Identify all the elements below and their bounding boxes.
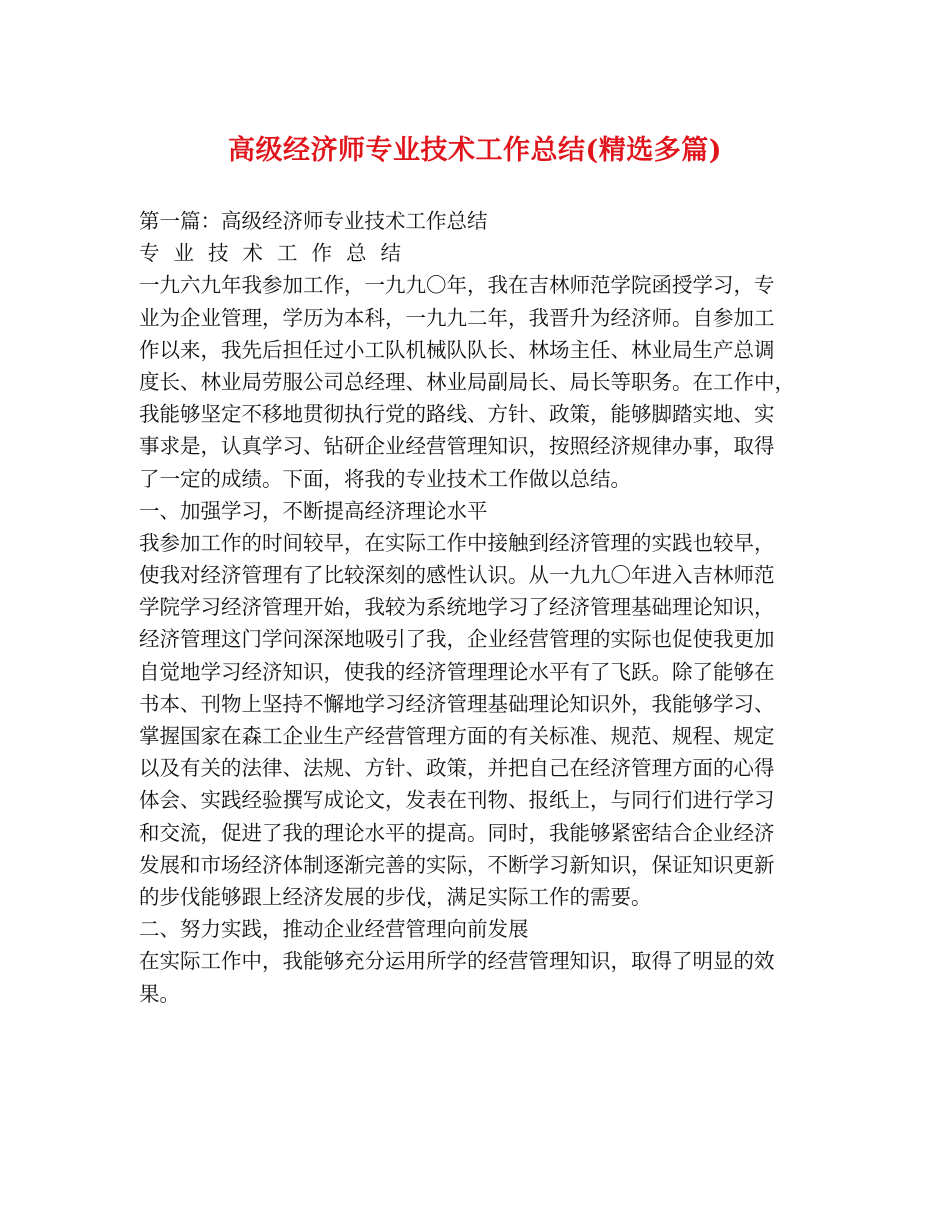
- paragraph-line: 学院学习经济管理开始，我较为系统地学习了经济管理基础理论知识，: [139, 595, 775, 620]
- section-heading-two: 二、努力实践，推动企业经营管理向前发展: [139, 917, 529, 942]
- paragraph-line: 我参加工作的时间较早，在实际工作中接触到经济管理的实践也较早，: [139, 530, 775, 555]
- paragraph-line: 业为企业管理，学历为本科，一九九二年，我晋升为经济师。自参加工: [139, 305, 775, 330]
- paragraph-line: 一九六九年我参加工作，一九九〇年，我在吉林师范学院函授学习，专: [139, 273, 775, 298]
- paragraph-line: 的步伐能够跟上经济发展的步伐，满足实际工作的需要。: [139, 884, 652, 909]
- paragraph-line: 经济管理这门学问深深地吸引了我，企业经营管理的实际也促使我更加: [139, 627, 775, 652]
- paragraph-line: 以及有关的法律、法规、方针、政策，并把自己在经济管理方面的心得: [139, 756, 775, 781]
- section-heading-one: 一、加强学习，不断提高经济理论水平: [139, 498, 488, 523]
- paragraph-line: 果。: [139, 981, 180, 1006]
- paragraph-line: 掌握国家在森工企业生产经营管理方面的有关标准、规范、规程、规定: [139, 724, 775, 748]
- paragraph-line: 和交流，促进了我的理论水平的提高。同时，我能够紧密结合企业经济: [139, 820, 775, 845]
- paragraph-line: 我能够坚定不移地贯彻执行党的路线、方针、政策，能够脚踏实地、实: [139, 402, 775, 427]
- paragraph-line: 使我对经济管理有了比较深刻的感性认识。从一九九〇年进入吉林师范: [139, 563, 775, 588]
- paragraph-line: 度长、林业局劳服公司总经理、林业局副局长、局长等职务。在工作中，: [139, 369, 795, 394]
- section-heading-first-article: 第一篇：高级经济师专业技术工作总结: [139, 209, 488, 233]
- paragraph-line: 发展和市场经济体制逐渐完善的实际，不断学习新知识，保证知识更新: [139, 852, 775, 877]
- paragraph-line: 了一定的成绩。下面，将我的专业技术工作做以总结。: [139, 466, 631, 491]
- paragraph-line: 作以来，我先后担任过小工队机械队队长、林场主任、林业局生产总调: [139, 337, 775, 362]
- paragraph-line: 体会、实践经验撰写成论文，发表在刊物、报纸上，与同行们进行学习: [139, 788, 775, 813]
- document-body: [139, 205, 819, 1010]
- paragraph-line: 在实际工作中，我能够充分运用所学的经营管理知识，取得了明显的效: [139, 949, 775, 974]
- document-title: 高级经济师专业技术工作总结(精选多篇): [227, 135, 723, 166]
- paragraph-line: 事求是，认真学习、钻研企业经营管理知识，按照经济规律办事，取得: [139, 434, 775, 459]
- subheading-work-summary: 专业技术工作总结: [139, 241, 415, 266]
- paragraph-line: 书本、刊物上坚持不懈地学习经济管理基础理论知识外，我能够学习、: [139, 691, 775, 716]
- paragraph-line: 自觉地学习经济知识，使我的经济管理理论水平有了飞跃。除了能够在: [139, 659, 775, 684]
